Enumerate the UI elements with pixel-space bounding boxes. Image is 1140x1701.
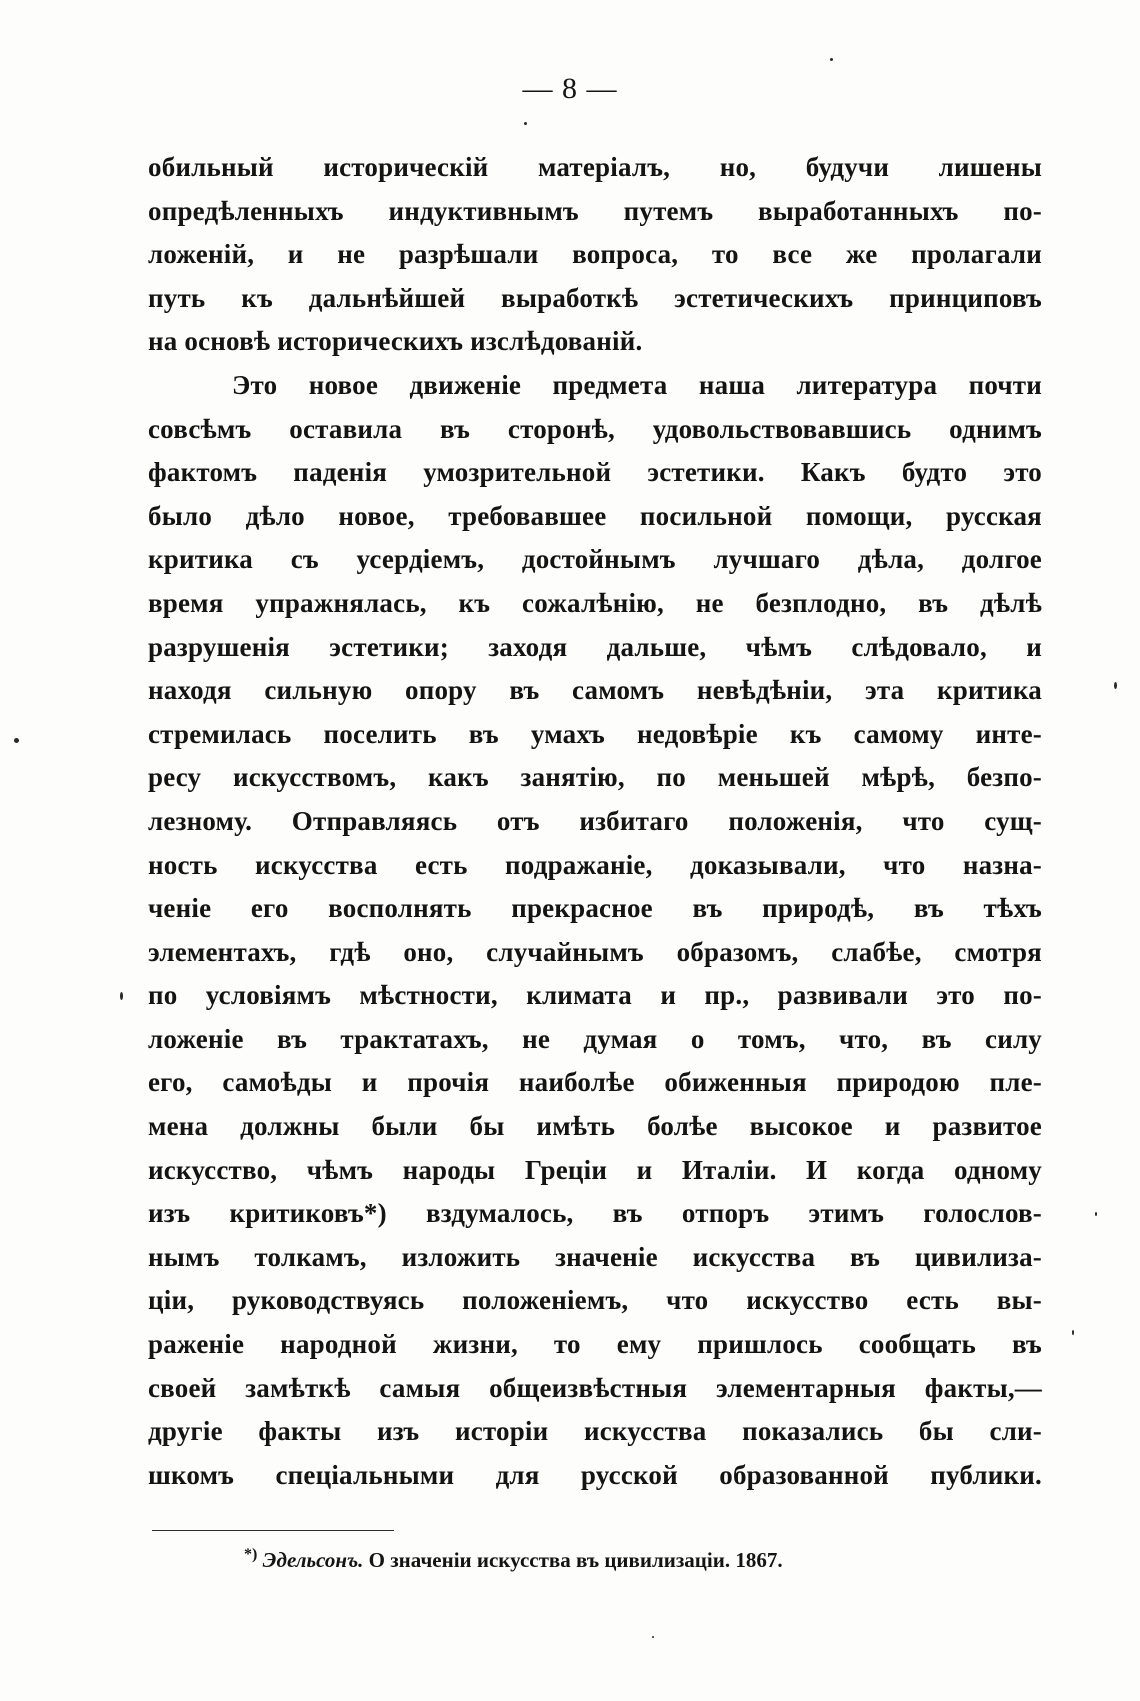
text-line: опредѣленныхъ индуктивнымъ путемъ выработанныхъ по- xyxy=(148,195,1042,226)
text-line: путь къ дальнѣйшей выработкѣ эстетическихъ принциповъ xyxy=(148,282,1042,313)
footnote-text: О значеніи искусства въ цивилизаціи. 1867. xyxy=(368,1548,783,1572)
text-line: ресу искусствомъ, какъ занятію, по меньшей мѣрѣ, безпо- xyxy=(148,762,1042,793)
text-line: раженіе народной жизни, то ему пришлось сообщать въ xyxy=(148,1329,1042,1360)
paragraph-start-line: Это новое движеніе предмета наша литература почти xyxy=(232,369,1042,400)
text-line: ціи, руководствуясь положеніемъ, что искусство есть вы- xyxy=(148,1285,1042,1316)
text-line: ность искусства есть подражаніе, доказывали, что назна- xyxy=(148,849,1042,880)
text-line: лезному. Отправляясь отъ избитаго положенія, что сущ- xyxy=(148,805,1042,836)
text-line: время упражнялась, къ сожалѣнію, не безплодно, въ дѣлѣ xyxy=(148,587,1042,618)
text-line: мена должны были бы имѣть болѣе высокое и развитое xyxy=(148,1111,1042,1142)
text-line: фактомъ паденія умозрительной эстетики. Какъ будто это xyxy=(148,457,1042,488)
text-line: разрушенія эстетики; заходя дальше, чѣмъ слѣдовало, и xyxy=(148,631,1042,662)
text-line: своей замѣткѣ самыя общеизвѣстныя элементарныя факты,— xyxy=(148,1372,1042,1403)
footnote-marker: *) xyxy=(244,1546,258,1563)
text-line: другіе факты изъ исторіи искусства показались бы сли- xyxy=(148,1416,1042,1447)
text-line: совсѣмъ оставила въ сторонѣ, удовольствовавшись однимъ xyxy=(148,413,1042,444)
text-line: находя сильную опору въ самомъ невѣдѣніи, эта критика xyxy=(148,675,1042,706)
scan-speck xyxy=(1072,1330,1074,1335)
text-line: ложеніе въ трактатахъ, не думая о томъ, что, въ силу xyxy=(148,1023,1042,1054)
text-line: шкомъ спеціальными для русской образованной публики. xyxy=(148,1459,1042,1490)
text-line: обильный историческій матеріалъ, но, будучи лишены xyxy=(148,152,1042,182)
scan-speck xyxy=(120,992,123,1000)
scan-speck xyxy=(524,122,527,125)
text-line: критика съ усердіемъ, достойнымъ лучшаго дѣла, долгое xyxy=(148,544,1042,575)
scan-speck xyxy=(652,1636,654,1638)
footnote xyxy=(244,1546,783,1573)
footnote-author: Эдельсонъ. xyxy=(262,1548,364,1572)
text-line: искусство, чѣмъ народы Греціи и Италіи. И когда одному xyxy=(148,1154,1042,1185)
text-line: элементахъ, гдѣ оно, случайнымъ образомъ, слабѣе, смотря xyxy=(148,936,1042,967)
text-line: изъ критиковъ*) вздумалось, въ отпоръ этимъ голослов- xyxy=(148,1198,1042,1229)
footnote-divider xyxy=(152,1530,394,1531)
page-number: — 8 — xyxy=(522,72,618,105)
text-line: ченіе его восполнять прекрасное въ природѣ, въ тѣхъ xyxy=(148,893,1042,924)
text-line: стремилась поселить въ умахъ недовѣріе къ самому инте- xyxy=(148,718,1042,749)
text-line: его, самоѣды и прочія наиболѣе обиженныя природою пле- xyxy=(148,1067,1042,1098)
text-line: по условіямъ мѣстности, климата и пр., развивали это по- xyxy=(148,980,1042,1011)
body-text xyxy=(148,146,1042,1497)
text-line: ложеній, и не разрѣшали вопроса, то все же пролагали xyxy=(148,239,1042,270)
scan-speck xyxy=(1095,1212,1097,1216)
scan-speck xyxy=(14,738,19,743)
scan-speck xyxy=(830,58,833,61)
text-line: нымъ толкамъ, изложить значеніе искусства въ цивилиза- xyxy=(148,1241,1042,1272)
text-line: на основѣ историческихъ изслѣдованій. xyxy=(148,326,643,357)
scan-speck xyxy=(1114,682,1117,689)
text-line: было дѣло новое, требовавшее посильной помощи, русская xyxy=(148,500,1042,531)
